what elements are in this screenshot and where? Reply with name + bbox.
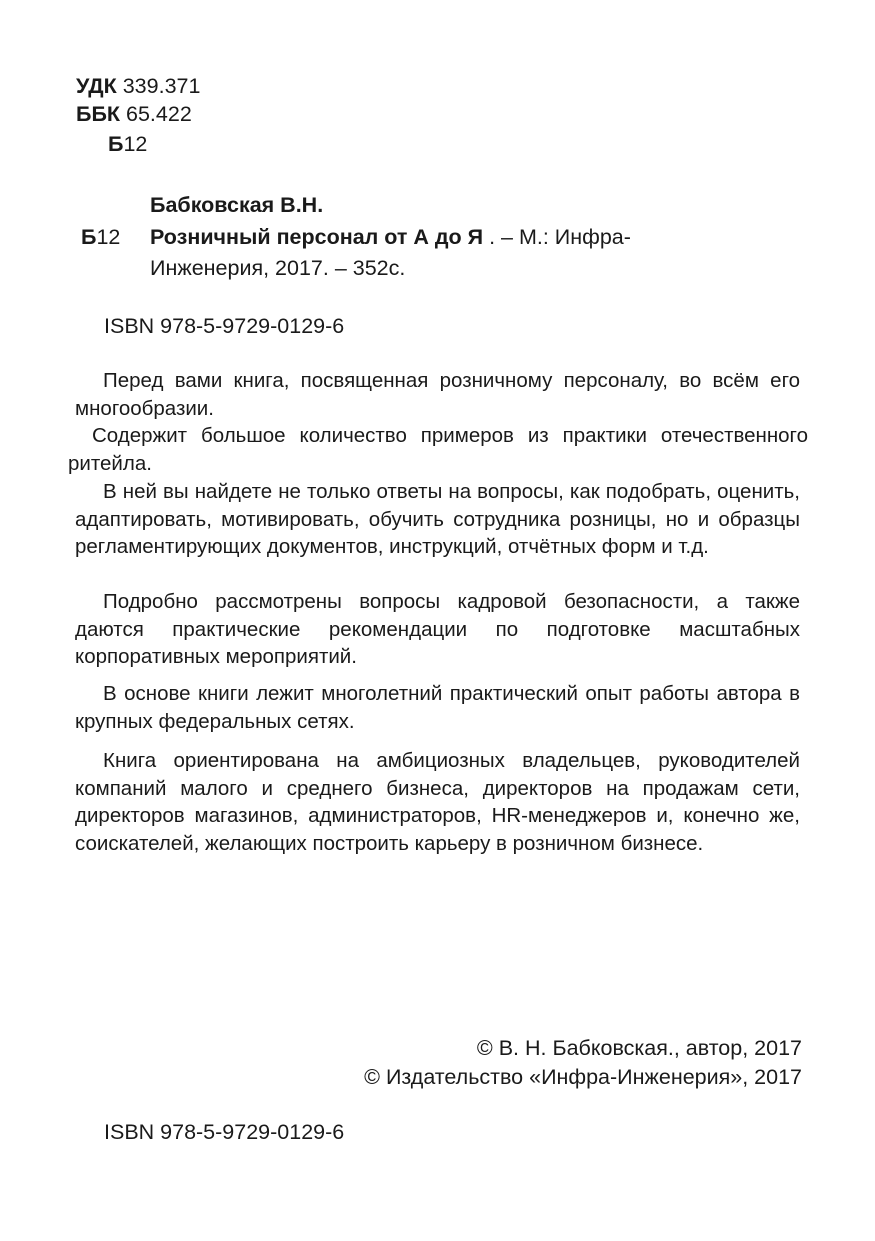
record-author-mark — [81, 224, 120, 250]
isbn-bottom: ISBN 978-5-9729-0129-6 — [104, 1120, 345, 1144]
title-line — [150, 224, 631, 250]
udk-code — [76, 73, 200, 99]
bbk-label: ББК — [76, 102, 121, 126]
isbn-top: ISBN 978-5-9729-0129-6 — [104, 314, 345, 338]
annotation-paragraph-1: Перед вами книга, посвященная розничному персоналу, во всём его многообразии. — [75, 369, 800, 420]
annotation-paragraph-4: Подробно рассмотрены вопросы кадровой безопасности, а также даются практические рекомендации по подготовке масштабных корпоративных мероприятий. — [75, 590, 800, 668]
record-mark-number: 12 — [96, 225, 121, 249]
copyright-author: © В. Н. Бабковская., автор, 2017 — [476, 1036, 802, 1060]
imprint-line-2: Инженерия, 2017. – 352с. — [150, 256, 406, 280]
copyright-publisher: © Издательство «Инфра-Инженерия», 2017 — [364, 1065, 802, 1089]
imprint-line-1: . – М.: Инфра- — [483, 225, 631, 249]
annotation-paragraph-3: В ней вы найдете не только ответы на вопросы, как подобрать, оценить, адаптировать, мотивировать, обучить сотрудника розницы, но и образцы регламентирующих документов, инструкций, отчётных форм и т.д. — [75, 480, 800, 558]
book-title: Розничный персонал от А до Я — [150, 225, 484, 249]
author-name: Бабковская В.Н. — [150, 193, 324, 217]
udk-value: 339.371 — [122, 74, 201, 98]
annotation-paragraph-6: Книга ориентирована на амбициозных владельцев, руководителей компаний малого и среднего бизнеса, директоров на продажам сети, директоров магазинов, администраторов, HR-менеджеров и, конечно же, соискателей, желающих построить карьеру в розничном бизнесе. — [75, 749, 800, 855]
record-mark-letter: Б — [81, 225, 97, 249]
annotation-paragraph-2: Содержит большое количество примеров из практики отечественного ритейла. — [68, 424, 808, 475]
author-mark-number: 12 — [123, 132, 148, 156]
annotation-paragraph-5: В основе книги лежит многолетний практический опыт работы автора в крупных федеральных сетях. — [75, 682, 800, 733]
bbk-code — [76, 101, 192, 127]
author-mark-letter: Б — [108, 132, 124, 156]
author-mark — [108, 131, 147, 157]
bbk-value: 65.422 — [126, 102, 192, 126]
udk-label: УДК — [76, 74, 117, 98]
